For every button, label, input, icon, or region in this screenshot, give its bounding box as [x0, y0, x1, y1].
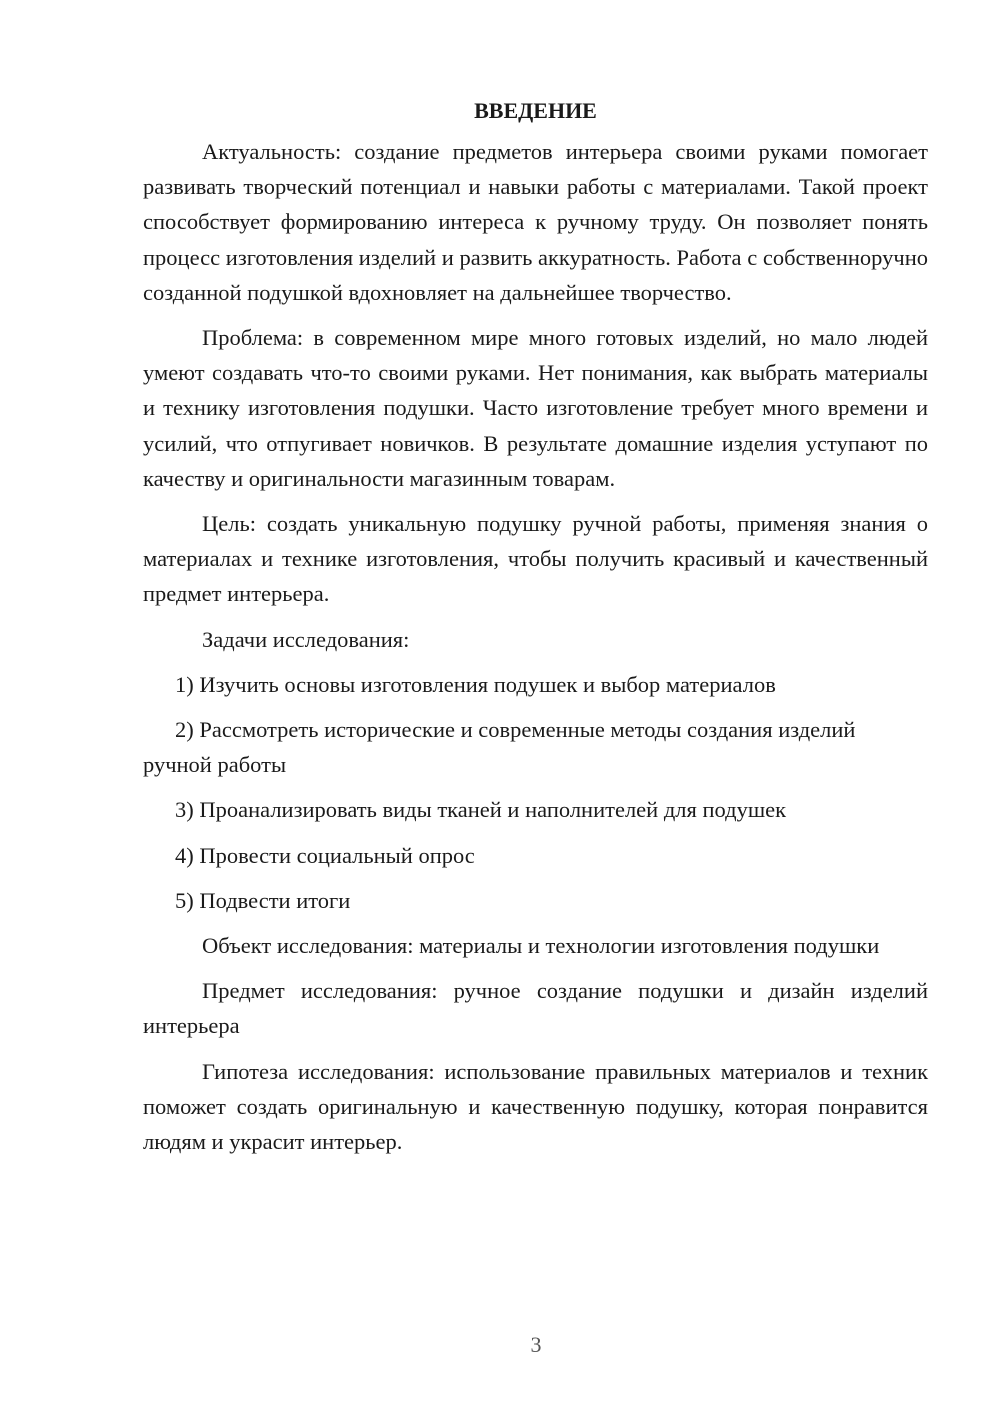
- task-item: 5) Подвести итоги: [175, 887, 351, 913]
- object-paragraph: Объект исследования: материалы и технологии изготовления подушки: [202, 933, 880, 959]
- page-title: ВВЕДЕНИЕ: [474, 98, 597, 123]
- task-item: 1) Изучить основы изготовления подушек и выбор материалов: [175, 671, 776, 697]
- page-number: 3: [530, 1332, 542, 1357]
- tasks-title: Задачи исследования:: [202, 626, 410, 652]
- task-item: 4) Провести социальный опрос: [175, 842, 475, 868]
- page-content: [143, 93, 928, 1169]
- hypothesis-paragraph: Гипотеза исследования: использование правильных материалов и техник поможет создать оригинальную и качественную подушку, которая понравится людям и украсит интерьер.: [143, 1058, 928, 1155]
- relevance-paragraph: Актуальность: создание предметов интерьера своими руками помогает развивать творческий потенциал и навыки работы с материалами. Такой проект способствует формированию интереса к ручному труду. Он позволяет понять процесс изготовления изделий и развить аккуратность. Работа с собственноручно созданной подушкой вдохновляет на дальнейшее творчество.: [143, 139, 928, 305]
- problem-paragraph: Проблема: в современном мире много готовых изделий, но мало людей умеют создавать что-то своими руками. Нет понимания, как выбрать материалы и технику изготовления подушки. Часто изготовление требует много времени и усилий, что отпугивает новичков. В результате домашние изделия уступают по качеству и оригинальности магазинным товарам.: [143, 325, 928, 491]
- subject-paragraph: Предмет исследования: ручное создание подушки и дизайн изделий интерьера: [143, 978, 928, 1039]
- goal-paragraph: Цель: создать уникальную подушку ручной работы, применяя знания о материалах и технике изготовления, чтобы получить красивый и качественный предмет интерьера.: [143, 511, 928, 607]
- task-item: 3) Проанализировать виды тканей и наполнителей для подушек: [175, 797, 787, 823]
- task-item: 2) Рассмотреть исторические и современные методы создания изделий ручной работы: [143, 717, 856, 778]
